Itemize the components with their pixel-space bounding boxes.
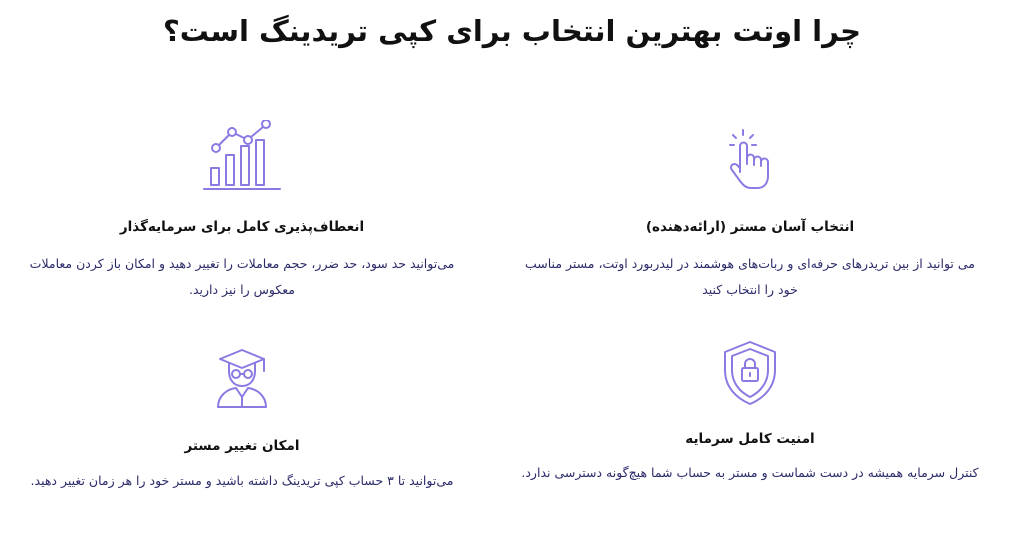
shield-lock-icon xyxy=(722,340,778,406)
feature-title: انعطاف‌پذیری کامل برای سرمایه‌گذار xyxy=(119,219,365,235)
feature-title: امکان تغییر مستر xyxy=(184,438,300,454)
feature-change-master xyxy=(12,345,472,525)
feature-investor-flexibility xyxy=(12,120,472,305)
feature-description: کنترل سرمایه همیشه در دست شماست و مستر به حساب شما هیچ‌گونه دسترسی ندارد. xyxy=(521,465,979,480)
feature-title: انتخاب آسان مستر (ارائه‌دهنده) xyxy=(645,219,855,235)
feature-description: می توانید از بین تریدرهای حرفه‌ای و ربات‌های هوشمند در لیدربورد اوتت، مستر مناسب خود را انتخاب کنید xyxy=(524,256,975,297)
feature-description: می‌توانید تا ۳ حساب کپی تریدینگ داشته باشید و مستر خود را هر زمان تغییر دهید. xyxy=(30,473,454,488)
feature-title: امنیت کامل سرمایه xyxy=(685,431,815,447)
graduate-user-icon xyxy=(214,347,270,409)
feature-easy-master-selection xyxy=(520,120,980,305)
hand-pointer-icon xyxy=(725,128,775,192)
feature-capital-security xyxy=(520,338,980,523)
feature-description: می‌توانید حد سود، حد ضرر، حجم معاملات را تغییر دهید و امکان باز کردن معاملات معکوس را نیز دارید. xyxy=(29,256,455,297)
growth-chart-icon xyxy=(202,120,282,192)
page-title: چرا اوتت بهترین انتخاب برای کپی تریدینگ است؟ xyxy=(162,14,862,48)
